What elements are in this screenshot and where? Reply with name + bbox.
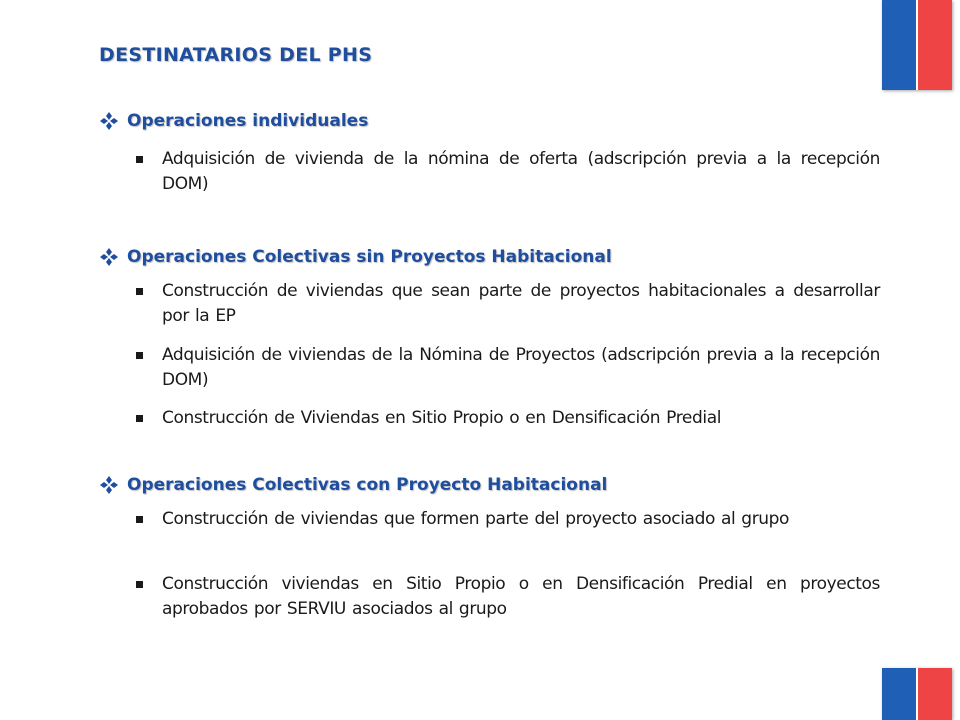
section-individuales: [99, 108, 881, 134]
square-bullet-icon: [136, 156, 143, 163]
flag-red-stripe: [918, 668, 952, 720]
section-colectivas-con-proyecto: [99, 472, 881, 498]
diamond-bullet-icon: [99, 475, 119, 495]
flag-blue-stripe: [882, 668, 916, 720]
flag-logo-bottom: [882, 668, 952, 720]
square-bullet-icon: [136, 415, 143, 422]
section-heading: Operaciones individuales: [127, 111, 369, 131]
square-bullet-icon: [136, 352, 143, 359]
square-bullet-icon: [136, 516, 143, 523]
list-item: [136, 343, 880, 393]
list-item: [136, 279, 880, 329]
diamond-bullet-icon: [99, 247, 119, 267]
section-heading: Operaciones Colectivas sin Proyectos Habitacional: [127, 247, 612, 267]
section-heading: Operaciones Colectivas con Proyecto Habitacional: [127, 475, 608, 495]
flag-red-stripe: [918, 0, 952, 90]
list-item: [136, 507, 880, 532]
list-item-text: Construcción de viviendas que formen parte del proyecto asociado al grupo: [162, 509, 790, 529]
square-bullet-icon: [136, 581, 143, 588]
list-item: [136, 147, 880, 197]
page-title: DESTINATARIOS DEL PHS: [99, 44, 373, 66]
flag-blue-stripe: [882, 0, 916, 90]
flag-logo-top: [882, 0, 952, 90]
list-item: [136, 572, 880, 622]
list-item-text: Adquisición de viviendas de la Nómina de Proyectos (adscripción previa a la recepción DOM): [162, 345, 880, 390]
diamond-bullet-icon: [99, 111, 119, 131]
list-item-text: Construcción de viviendas que sean parte de proyectos habitacionales a desarrollar por la EP: [162, 281, 880, 326]
list-item: [136, 406, 880, 431]
square-bullet-icon: [136, 288, 143, 295]
list-item-text: Construcción viviendas en Sitio Propio o en Densificación Predial en proyectos aprobados por SERVIU asociados al grupo: [162, 574, 880, 619]
list-item-text: Construcción de Viviendas en Sitio Propio o en Densificación Predial: [162, 408, 722, 428]
list-item-text: Adquisición de vivienda de la nómina de oferta (adscripción previa a la recepción DOM): [162, 149, 880, 194]
section-colectivas-sin-proyecto: [99, 244, 881, 270]
